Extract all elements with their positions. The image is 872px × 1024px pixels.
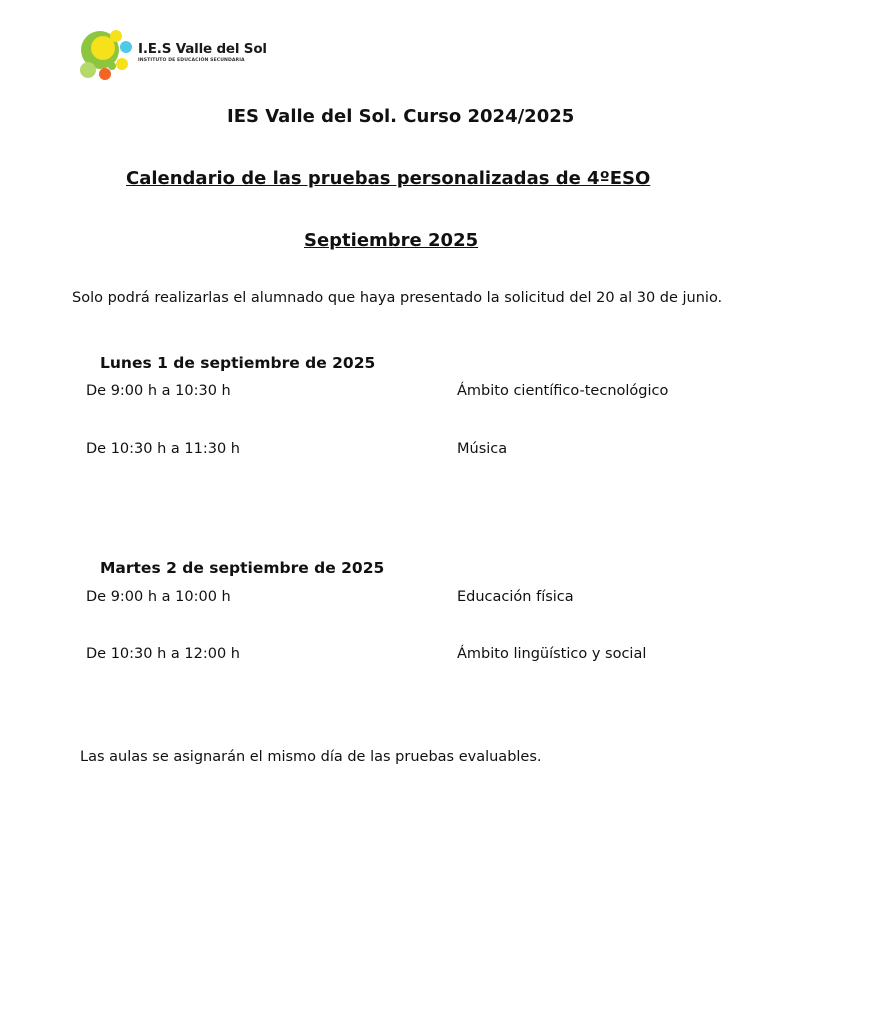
slot-time: De 10:30 h a 12:00 h bbox=[86, 646, 240, 662]
slot-subject: Educación física bbox=[457, 589, 574, 605]
school-logo bbox=[76, 26, 276, 84]
logo-mark-icon bbox=[76, 26, 136, 84]
school-year-heading: IES Valle del Sol. Curso 2024/2025 bbox=[227, 106, 575, 127]
day-title-tuesday: Martes 2 de septiembre de 2025 bbox=[100, 559, 385, 577]
eligibility-note: Solo podrá realizarlas el alumnado que haya presentado la solicitud del 20 al 30 de junio. bbox=[72, 290, 723, 306]
logo-school-name: I.E.S Valle del Sol bbox=[138, 41, 267, 57]
logo-school-subtitle: INSTITUTO DE EDUCACIÓN SECUNDARIA bbox=[138, 58, 245, 63]
month-heading: Septiembre 2025 bbox=[304, 230, 479, 251]
slot-time: De 9:00 h a 10:00 h bbox=[86, 589, 231, 605]
slot-subject: Música bbox=[457, 441, 508, 457]
slot-time: De 10:30 h a 11:30 h bbox=[86, 441, 240, 457]
slot-subject: Ámbito lingüístico y social bbox=[457, 646, 647, 662]
day-title-monday: Lunes 1 de septiembre de 2025 bbox=[100, 354, 376, 372]
calendar-title: Calendario de las pruebas personalizadas de 4ºESO bbox=[126, 168, 651, 189]
classroom-note: Las aulas se asignarán el mismo día de las pruebas evaluables. bbox=[80, 749, 542, 765]
slot-subject: Ámbito científico-tecnológico bbox=[457, 383, 669, 399]
slot-time: De 9:00 h a 10:30 h bbox=[86, 383, 231, 399]
